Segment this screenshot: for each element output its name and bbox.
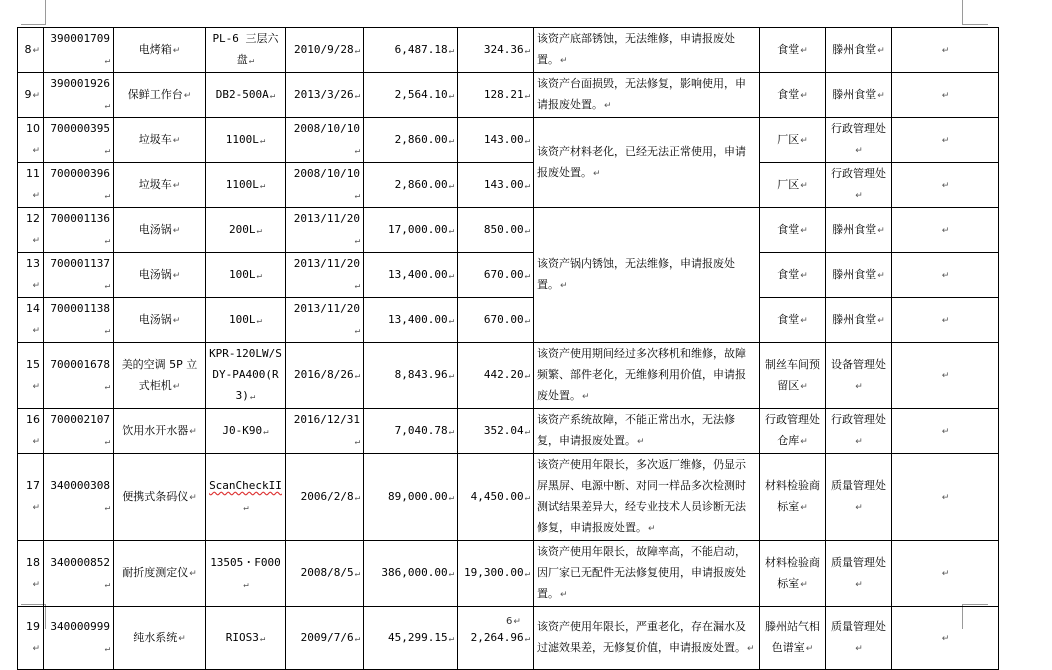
cell-department: 行政管理处↵: [826, 118, 892, 163]
cell-seq: 11↵: [18, 163, 44, 208]
cell-date: 2013/3/26↵: [286, 73, 364, 118]
page-number: 6↵: [506, 616, 521, 627]
cell-original-value: 2,860.00↵: [364, 118, 458, 163]
cell-reason: 该资产材料老化，已经无法正常使用，申请报废处置。↵: [534, 118, 760, 208]
cell-asset-name: 电烤箱↵: [114, 28, 206, 73]
cell-date: 2008/10/10↵: [286, 118, 364, 163]
cell-asset-name: 垃圾车↵: [114, 163, 206, 208]
cell-asset-code: 340000999↵: [44, 607, 114, 670]
cell-asset-code: 700001678↵: [44, 343, 114, 409]
cell-original-value: 7,040.78↵: [364, 409, 458, 454]
cell-reason: 该资产锅内锈蚀，无法维修，申请报废处置。↵: [534, 208, 760, 343]
cell-seq: 9↵: [18, 73, 44, 118]
cell-remark: ↵: [892, 73, 999, 118]
cell-asset-name: 电汤锅↵: [114, 298, 206, 343]
cell-remark: ↵: [892, 163, 999, 208]
cell-remark: ↵: [892, 118, 999, 163]
cell-date: 2008/10/10↵: [286, 163, 364, 208]
cell-model: RIOS3↵: [206, 607, 286, 670]
crop-mark: [962, 0, 963, 24]
cell-date: 2008/8/5↵: [286, 541, 364, 607]
cell-location: 厂区↵: [760, 118, 826, 163]
cell-original-value: 89,000.00↵: [364, 454, 458, 541]
cell-department: 行政管理处↵: [826, 409, 892, 454]
cell-net-value: 2,264.96↵: [458, 607, 534, 670]
cell-net-value: 143.00↵: [458, 163, 534, 208]
cell-net-value: 128.21↵: [458, 73, 534, 118]
cell-reason: 该资产使用年限长，故障率高，不能启动，因厂家已无配件无法修复使用，申请报废处置。↵: [534, 541, 760, 607]
cell-seq: 15↵: [18, 343, 44, 409]
cell-model: DB2-500A↵: [206, 73, 286, 118]
cell-seq: 14↵: [18, 298, 44, 343]
cell-date: 2016/8/26↵: [286, 343, 364, 409]
cell-location: 食堂↵: [760, 253, 826, 298]
cell-asset-code: 700001138↵: [44, 298, 114, 343]
cell-location: 食堂↵: [760, 28, 826, 73]
cell-location: 制丝车间预留区↵: [760, 343, 826, 409]
cell-remark: ↵: [892, 253, 999, 298]
cell-date: 2016/12/31↵: [286, 409, 364, 454]
cell-remark: ↵: [892, 28, 999, 73]
cell-net-value: 442.20↵: [458, 343, 534, 409]
cell-asset-name: 电汤锅↵: [114, 208, 206, 253]
cell-original-value: 8,843.96↵: [364, 343, 458, 409]
cell-seq: 13↵: [18, 253, 44, 298]
cell-remark: ↵: [892, 409, 999, 454]
cell-reason: 该资产系统故障，不能正常出水，无法修复，申请报废处置。↵: [534, 409, 760, 454]
cell-remark: ↵: [892, 607, 999, 670]
cell-asset-code: 700002107↵: [44, 409, 114, 454]
cell-date: 2009/7/6↵: [286, 607, 364, 670]
cell-model: 13505・F000↵: [206, 541, 286, 607]
cell-original-value: 2,564.10↵: [364, 73, 458, 118]
cell-asset-code: 700001137↵: [44, 253, 114, 298]
cell-location: 材料检验商标室↵: [760, 541, 826, 607]
cell-asset-code: 390001709↵: [44, 28, 114, 73]
cell-department: 质量管理处↵: [826, 541, 892, 607]
cell-date: 2013/11/20↵: [286, 253, 364, 298]
cell-asset-code: 700000396↵: [44, 163, 114, 208]
cell-net-value: 324.36↵: [458, 28, 534, 73]
table-row: [18, 541, 999, 607]
cell-reason: 该资产使用期间经过多次移机和维修，故障频繁、部件老化，无维修利用价值，申请报废处置。↵: [534, 343, 760, 409]
cell-date: 2010/9/28↵: [286, 28, 364, 73]
cell-model: ScanCheckII↵: [206, 454, 286, 541]
cell-remark: ↵: [892, 343, 999, 409]
cell-asset-name: 耐折度测定仪↵: [114, 541, 206, 607]
cell-department: 滕州食堂↵: [826, 28, 892, 73]
cell-net-value: 352.04↵: [458, 409, 534, 454]
table-row: [18, 163, 999, 208]
cell-asset-name: 美的空调 5P 立式柜机↵: [114, 343, 206, 409]
cell-asset-code: 340000308↵: [44, 454, 114, 541]
cell-date: 2013/11/20↵: [286, 208, 364, 253]
cell-asset-code: 700000395↵: [44, 118, 114, 163]
cell-seq: 19↵: [18, 607, 44, 670]
cell-department: 滕州食堂↵: [826, 208, 892, 253]
cell-department: 滕州食堂↵: [826, 73, 892, 118]
cell-model: J0-K90↵: [206, 409, 286, 454]
cell-model: 1100L↵: [206, 163, 286, 208]
cell-asset-code: 700001136↵: [44, 208, 114, 253]
cell-department: 质量管理处↵: [826, 454, 892, 541]
cell-seq: 8↵: [18, 28, 44, 73]
crop-mark: [45, 0, 46, 24]
cell-asset-name: 饮用水开水器↵: [114, 409, 206, 454]
cell-net-value: 143.00↵: [458, 118, 534, 163]
cell-asset-name: 便携式条码仪↵: [114, 454, 206, 541]
cell-seq: 17↵: [18, 454, 44, 541]
cell-remark: ↵: [892, 298, 999, 343]
cell-department: 设备管理处↵: [826, 343, 892, 409]
cell-date: 2006/2/8↵: [286, 454, 364, 541]
cell-location: 食堂↵: [760, 208, 826, 253]
cell-model: PL-6 三层六盘↵: [206, 28, 286, 73]
cell-model: 100L↵: [206, 253, 286, 298]
cell-original-value: 13,400.00↵: [364, 253, 458, 298]
cell-date: 2013/11/20↵: [286, 298, 364, 343]
cell-remark: ↵: [892, 454, 999, 541]
table-row: [18, 253, 999, 298]
cell-asset-name: 电汤锅↵: [114, 253, 206, 298]
cell-seq: 16↵: [18, 409, 44, 454]
cell-seq: 18↵: [18, 541, 44, 607]
cell-location: 食堂↵: [760, 298, 826, 343]
cell-department: 滕州食堂↵: [826, 298, 892, 343]
cell-net-value: 670.00↵: [458, 253, 534, 298]
asset-disposal-table: [17, 27, 999, 670]
cell-original-value: 2,860.00↵: [364, 163, 458, 208]
table-row: [18, 208, 999, 253]
cell-remark: ↵: [892, 208, 999, 253]
cell-location: 材料检验商标室↵: [760, 454, 826, 541]
cell-net-value: 4,450.00↵: [458, 454, 534, 541]
cell-model: 1100L↵: [206, 118, 286, 163]
cell-original-value: 17,000.00↵: [364, 208, 458, 253]
cell-asset-name: 保鲜工作台↵: [114, 73, 206, 118]
cell-reason: 该资产台面损毁，无法修复，影响使用，申请报废处置。↵: [534, 73, 760, 118]
cell-asset-code: 390001926↵: [44, 73, 114, 118]
cell-location: 滕州站气相色谱室↵: [760, 607, 826, 670]
cell-location: 行政管理处仓库↵: [760, 409, 826, 454]
table-row: [18, 73, 999, 118]
crop-mark: [962, 24, 988, 25]
cell-original-value: 45,299.15↵: [364, 607, 458, 670]
cell-reason: 该资产使用年限长，严重老化，存在漏水及过滤效果差，无修复价值，申请报废处置。↵: [534, 607, 760, 670]
cell-net-value: 19,300.00↵: [458, 541, 534, 607]
cell-department: 行政管理处↵: [826, 163, 892, 208]
cell-remark: ↵: [892, 541, 999, 607]
cell-original-value: 6,487.18↵: [364, 28, 458, 73]
cell-net-value: 670.00↵: [458, 298, 534, 343]
cell-model: KPR-120LW/SDY-PA400(R3)↵: [206, 343, 286, 409]
cell-seq: 10↵: [18, 118, 44, 163]
crop-mark: [21, 24, 46, 25]
table-row: [18, 454, 999, 541]
cell-location: 食堂↵: [760, 73, 826, 118]
cell-asset-code: 340000852↵: [44, 541, 114, 607]
cell-original-value: 386,000.00↵: [364, 541, 458, 607]
cell-model: 100L↵: [206, 298, 286, 343]
cell-department: 质量管理处↵: [826, 607, 892, 670]
cell-asset-name: 纯水系统↵: [114, 607, 206, 670]
table-row: [18, 118, 999, 163]
cell-original-value: 13,400.00↵: [364, 298, 458, 343]
cell-asset-name: 垃圾车↵: [114, 118, 206, 163]
table-row: [18, 298, 999, 343]
table-row: [18, 409, 999, 454]
cell-location: 厂区↵: [760, 163, 826, 208]
table-row: [18, 28, 999, 73]
cell-reason: 该资产底部锈蚀，无法维修，申请报废处置。↵: [534, 28, 760, 73]
cell-department: 滕州食堂↵: [826, 253, 892, 298]
cell-model: 200L↵: [206, 208, 286, 253]
cell-net-value: 850.00↵: [458, 208, 534, 253]
table-row: [18, 343, 999, 409]
cell-reason: 该资产使用年限长，多次返厂维修，仍显示屏黑屏、电源中断、对同一样品多次检测时测试结果差异大，经专业技术人员诊断无法修复，申请报废处置。↵: [534, 454, 760, 541]
cell-seq: 12↵: [18, 208, 44, 253]
